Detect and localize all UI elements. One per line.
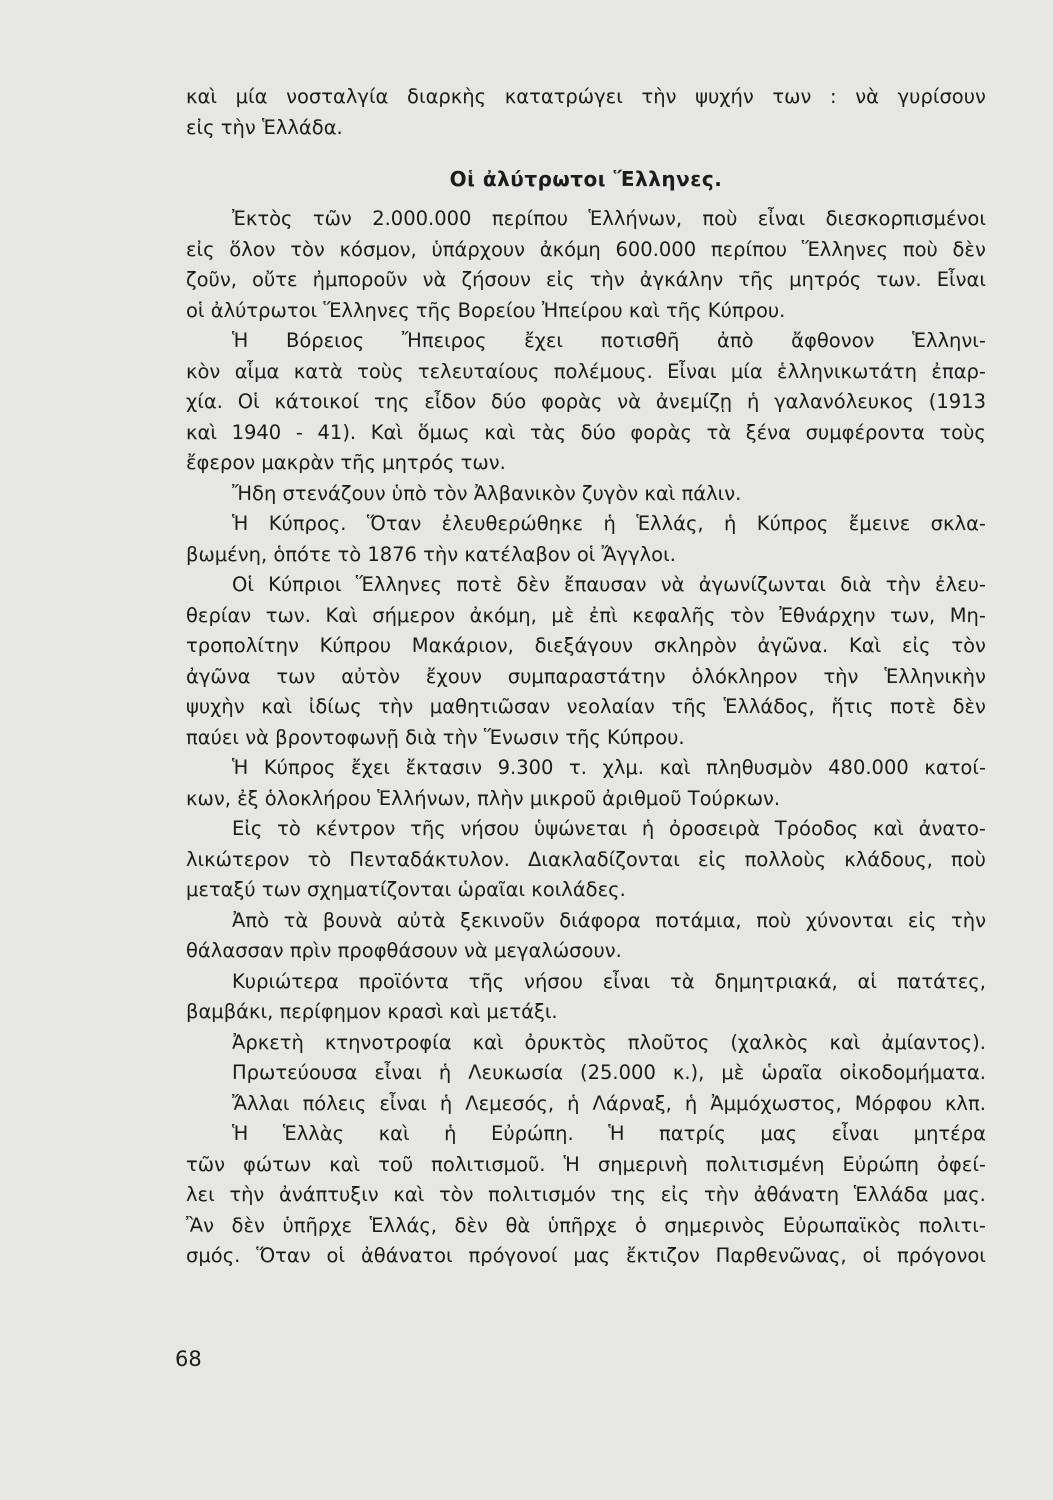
text-line: Ἄλλαι πόλεις εἶναι ἡ Λεμεσός, ἡ Λάρναξ, ἡ Ἀμμόχωστος, Μόρφου κλπ. [232, 1091, 986, 1115]
text-line: βωμένη, ὁπότε τὸ 1876 τὴν κατέλαβον οἱ Ἄγγλοι. [186, 542, 676, 566]
text-line: καὶ 1940 - 41). Καὶ ὅμως καὶ τὰς δύο φορὰς τὰ ξένα συμφέροντα τοὺς [186, 420, 986, 444]
text-line: θάλασσαν πρὶν προφθάσουν νὰ μεγαλώσουν. [186, 939, 622, 962]
text-line: βαμβάκι, περίφημον κρασὶ καὶ μετάξι. [186, 1000, 558, 1023]
text-line: Ἂν δὲν ὑπῆρχε Ἑλλάς, δὲν θὰ ὑπῆρχε ὁ σημερινὸς Εὐρωπαϊκὸς πολιτι- [186, 1213, 986, 1237]
text-line: Ἡ Κύπρος ἔχει ἔκτασιν 9.300 τ. χλμ. καὶ πληθυσμὸν 480.000 κατοί- [232, 756, 986, 779]
text-line: ἔφερον μακρὰν τῆς μητρός των. [186, 451, 506, 474]
text-line: χία. Οἱ κάτοικοί της εἶδον δύο φορὰς νὰ ἀνεμίζῃ ἡ γαλανόλευκος (1913 [186, 390, 986, 413]
text-line: εἰς ὅλον τὸν κόσμον, ὑπάρχουν ἀκόμη 600.000 περίπου Ἕλληνες ποὺ δὲν [186, 237, 986, 261]
text-line: Ἐκτὸς τῶν 2.000.000 περίπου Ἑλλήνων, ποὺ εἶναι διεσκορπισμένοι [232, 207, 986, 230]
text-line: Ἀρκετὴ κτηνοτροφία καὶ ὀρυκτὸς πλοῦτος (χαλκὸς καὶ ἀμίαντος). [232, 1030, 986, 1054]
text-line: Εἰς τὸ κέντρον τῆς νήσου ὑψώνεται ἡ ὀροσειρὰ Τρόοδος καὶ ἀνατο- [232, 817, 986, 840]
page-text [186, 82, 986, 1272]
text-line: Πρωτεύουσα εἶναι ἡ Λευκωσία (25.000 κ.), μὲ ὡραῖα οἰκοδομήματα. [232, 1061, 986, 1084]
text-line: Οἱ Κύπριοι Ἕλληνες ποτὲ δὲν ἔπαυσαν νὰ ἀγωνίζωνται διὰ τὴν ἐλευ- [232, 573, 986, 596]
page-number: 68 [175, 1347, 202, 1371]
section-heading: Οἱ ἀλύτρωτοι Ἕλληνες. [449, 167, 723, 192]
text-line: ζοῦν, οὔτε ἠμποροῦν νὰ ζήσουν εἰς τὴν ἀγκάλην τῆς μητρός των. Εἶναι [186, 268, 986, 291]
text-line: Ἤδη στενάζουν ὑπὸ τὸν Ἀλβανικὸν ζυγὸν καὶ πάλιν. [232, 481, 742, 505]
text-line: θερίαν των. Καὶ σήμερον ἀκόμη, μὲ ἐπὶ κεφαλῆς τὸν Ἐθνάρχην των, Μη- [186, 603, 986, 627]
text-line: οἱ ἀλύτρωτοι Ἕλληνες τῆς Βορείου Ἠπείρου καὶ τῆς Κύπρου. [186, 298, 786, 322]
text-line: παύει νὰ βροντοφωνῇ διὰ τὴν Ἕνωσιν τῆς Κύπρου. [186, 725, 685, 749]
text-line: κων, ἐξ ὁλοκλήρου Ἑλλήνων, πλὴν μικροῦ ἀριθμοῦ Τούρκων. [186, 786, 781, 810]
text-line: Ἡ Ἑλλὰς καὶ ἡ Εὐρώπη. Ἡ πατρίς μας εἶναι μητέρα [232, 1122, 986, 1145]
text-line: Ἡ Βόρειος Ἤπειρος ἔχει ποτισθῆ ἀπὸ ἄφθονον Ἑλληνι- [232, 329, 986, 352]
text-line: κὸν αἷμα κατὰ τοὺς τελευταίους πολέμους. Εἶναι μία ἑλληνικωτάτη ἐπαρ- [186, 359, 986, 383]
text-line: ἀγῶνα των αὐτὸν ἔχουν συμπαραστάτην ὁλόκληρον τὴν Ἑλληνικὴν [186, 664, 986, 688]
text-line: λικώτερον τὸ Πενταδάκτυλον. Διακλαδίζονται εἰς πολλοὺς κλάδους, ποὺ [186, 847, 986, 871]
text-line: λει τὴν ἀνάπτυξιν καὶ τὸν πολιτισμόν της εἰς τὴν ἀθάνατη Ἑλλάδα μας. [186, 1183, 986, 1206]
text-line: τροπολίτην Κύπρου Μακάριον, διεξάγουν σκληρὸν ἀγῶνα. Καὶ εἰς τὸν [186, 634, 986, 657]
text-line: Ἡ Κύπρος. Ὅταν ἐλευθερώθηκε ἡ Ἑλλάς, ἡ Κύπρος ἔμεινε σκλα- [232, 512, 986, 535]
text-line: Ἀπὸ τὰ βουνὰ αὐτὰ ξεκινοῦν διάφορα ποτάμια, ποὺ χύνονται εἰς τὴν [232, 908, 986, 932]
text-line: καὶ μία νοσταλγία διαρκὴς κατατρώγει τὴν ψυχήν των : νὰ γυρίσουν [186, 85, 986, 108]
text-line: τῶν φώτων καὶ τοῦ πολιτισμοῦ. Ἡ σημερινὴ πολιτισμένη Εὐρώπη ὀφεί- [186, 1152, 986, 1176]
text-line: σμός. Ὅταν οἱ ἀθάνατοι πρόγονοί μας ἔκτιζον Παρθενῶνας, οἱ πρόγονοι [186, 1244, 986, 1267]
text-line: Κυριώτερα προϊόντα τῆς νήσου εἶναι τὰ δημητριακά, αἱ πατάτες, [232, 969, 986, 993]
text-line: εἰς τὴν Ἑλλάδα. [186, 115, 343, 139]
text-line: μεταξύ των σχηματίζονται ὡραῖαι κοιλάδες. [186, 878, 626, 901]
text-line: ψυχὴν καὶ ἰδίως τὴν μαθητιῶσαν νεολαίαν τῆς Ἑλλάδος, ἥτις ποτὲ δὲν [186, 695, 986, 718]
